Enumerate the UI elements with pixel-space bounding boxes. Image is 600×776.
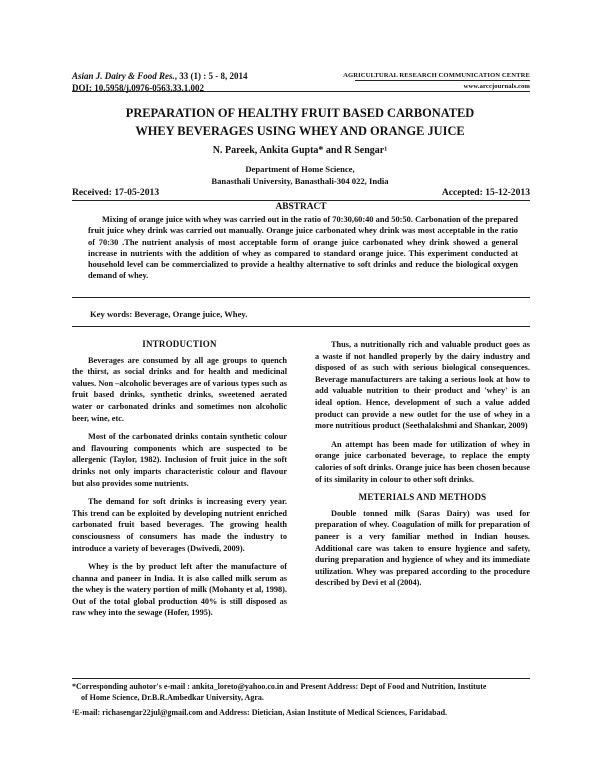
paragraph: Double tonned milk (Saras Dairy) was used for preparation of whey. Coagulation of milk for preparation of paneer is a very familiar method in Indian houses. Additional care was taken to ensure hygience and safety, during preparation and hygience of whey and its immediate utilization. Whey was prepared according to the procedure described by Devi et al (2004). [315,508,530,588]
paragraph: Most of the carbonated drinks contain synthetic colour and flavouring components which are suspected to be allergenic (Taylor, 1982). Inclusion of fruit juice in the soft drinks not only imparts characteristic colour and flavour but also provides some nutrients. [72,432,287,488]
keywords-divider [72,326,530,327]
abstract-heading: ABSTRACT [275,202,327,212]
accepted-date: Accepted: 15-12-2013 [441,187,530,198]
header-divider [355,80,530,81]
left-column [72,339,287,626]
affiliation-line: Department of Home Science, [245,164,355,174]
title-line: WHEY BEVERAGES USING WHEY AND ORANGE JUICE [135,124,465,138]
section-heading-introduction: INTRODUCTION [142,339,217,349]
abstract-text: Mixing of orange juice with whey was carried out in the ratio of 70:30,60:40 and 50:50. Carbonation of the prepared fruit juice whey drink was carried out manually. Orange juice carbonated whey drink was most acceptable in the ratio of 70:30 .The nutrient analysis of most acceptable form of orange juice carbonated whey drink showed a general increase in nutrients with the addition of whey as compared to standard orange juice. This experiment conducted at household level can be commercialized to provide a healthy alternative to soft drinks and reduce the biological oxygen demand of whey. [88,215,518,281]
paragraph: The demand for soft drinks is increasing every year. This trend can be exploited by developing nutrient enriched carbonated fruit based beverages. The growing health consciousness of consumers has made the industry to introduce a variety of beverages (Dwivedi, 2009). [72,497,287,553]
footnote-divider [72,678,530,679]
authors: N. Pareek, Ankita Gupta* and R Sengar¹ [212,145,388,156]
title-line: PREPARATION OF HEALTHY FRUIT BASED CARBONATED [125,106,475,120]
doi[interactable]: DOI: 10.5958/j.0976-0563.33.1.002 [72,83,204,93]
paragraph: Whey is the by product left after the manufacture of channa and paneer in India. It is also called milk serum as the whey is the watery portion of milk (Mohanty et al, 1998). Out of the total global production 40% is still disposed as raw whey into the sewage (Hofer, 1995). [72,562,287,618]
footnote-corresponding: *Corresponding auhotor's e-mail : ankita_loreto@yahoo.co.in and Present Address: Dept of Food and Nutrition, Institute [72,682,487,691]
publisher-name: AGRICULTURAL RESEARCH COMMUNICATION CENTRE [343,72,530,79]
header-bottom-divider [72,91,530,92]
footnotes [72,681,530,721]
keywords: Key words: Beverage, Orange juice, Whey. [90,309,248,319]
publisher-website[interactable]: www.arccjournals.com [463,83,530,90]
paragraph: Beverages are consumed by all age groups to quench the thirst, as social drinks and for health and medicinal values. Non –alcoholic beverages are of various types such as fruit based drinks, synthetic drinks, sweetened aerated water or carbonated drinks and sometimes non alcoholic beer, wine, etc. [72,355,287,423]
paper-title [100,104,500,140]
paragraph: Thus, a nutritionally rich and valuable product goes as a waste if not handled properly by the dairy industry and disposed of as such with serious biological consequences. Beverage manufacturers are taking a serious look at how to add valuable nutrition to their product and 'whey' is an ideal option. Hence, development of such a value added product can provide a new outlet for the use of whey in a more nutritious product (Seethalakshmi and Shankar, 2009) [315,340,530,431]
received-date: Received: 17-05-2013 [72,187,160,198]
paragraph: An attempt has been made for utilization of whey in orange juice carbonated beverage, to replace the empty calories of soft drinks. Orange juice has been chosen because of its similarity in colour to other soft drinks. [315,439,530,484]
section-heading-methods: METERIALS AND METHODS [358,492,487,503]
publisher-header [330,70,530,92]
footnote-author-3: ¹E-mail: richasengar22jul@gmail.com and Address: Dietician, Asian Institute of Medical Sciences, Faridabad. [72,707,448,717]
affiliation-line: Banasthali University, Banasthali-304 022, India [211,176,389,186]
journal-citation: , 33 (1) : 5 - 8, 2014 [174,71,248,81]
affiliation [100,163,500,187]
dates-row [72,187,530,198]
journal-name: Asian J. Dairy & Food Res. [72,71,175,81]
right-column [315,339,530,596]
footnote-corresponding-cont: of Home Science, Dr.B.R.Ambedkar University, Agra. [81,693,264,703]
